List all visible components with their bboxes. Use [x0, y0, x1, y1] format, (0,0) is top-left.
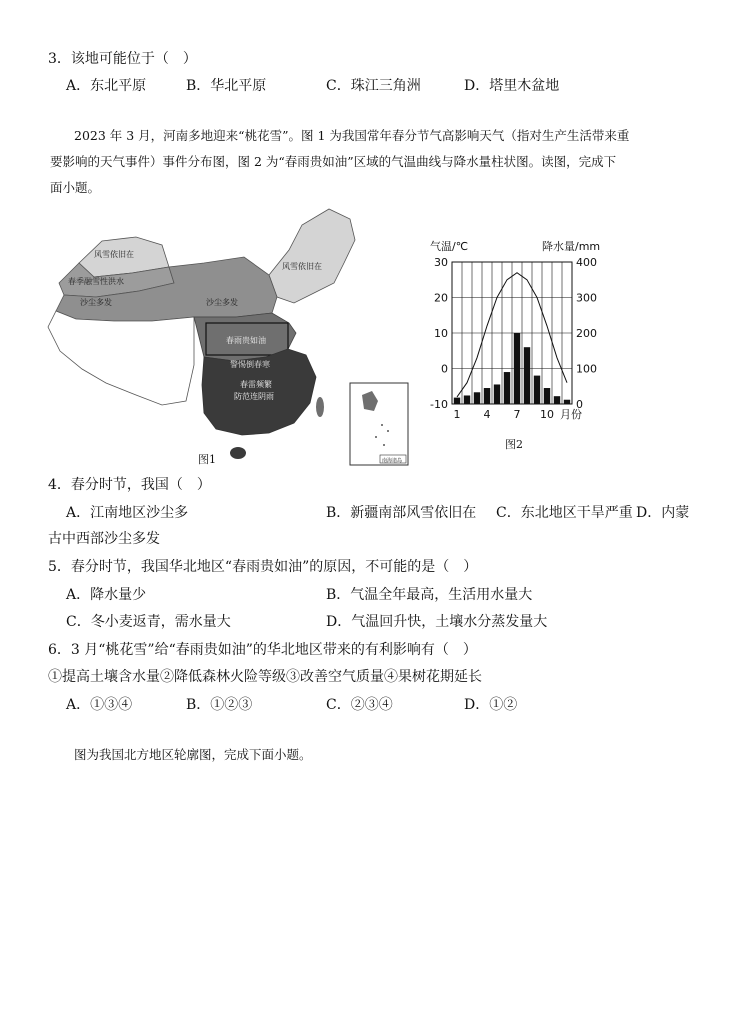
label-dust-west: 沙尘多发 [80, 298, 112, 307]
q3-option-a: A．东北平原 [66, 78, 147, 94]
figure2-climate-chart [424, 236, 620, 426]
q6-option-d: D．①② [464, 697, 518, 713]
q3-stem: 3．该地可能位于（ ） [48, 51, 197, 67]
region-southwest-outline [48, 311, 194, 405]
q4-option-b: B．新疆南部风雪依旧在 [326, 505, 477, 521]
q3-option-d: D．塔里木盆地 [464, 78, 560, 94]
temp-tick-label: 30 [434, 256, 448, 269]
temp-tick-label: -10 [430, 398, 448, 411]
q6-items: ①提高土壤含水量②降低森林火险等级③改善空气质量④果树花期延长 [48, 669, 482, 685]
q5-stem: 5．春分时节，我国华北地区“春雨贵如油”的原因，不可能的是（ ） [48, 559, 478, 575]
label-rain-oil: 春雨贵如油 [226, 336, 266, 345]
passage2-line1: 图为我国北方地区轮廓图，完成下面小题。 [74, 747, 312, 762]
region-northeast [269, 209, 355, 303]
q4-option-a: A．江南地区沙尘多 [66, 505, 189, 521]
precip-tick-label: 200 [576, 327, 597, 340]
label-northwest-snow: 风雪依旧在 [94, 250, 134, 259]
q4-option-c: C．东北地区干旱严重 [496, 505, 633, 521]
q6-option-b: B．①②③ [186, 697, 253, 713]
precip-bar-3 [474, 392, 480, 404]
precip-bar-8 [524, 347, 530, 404]
q6-option-a: A．①③④ [66, 697, 133, 713]
q5-option-a: A．降水量少 [66, 587, 147, 603]
q3-option-c: C．珠江三角洲 [326, 78, 421, 94]
hainan-island [230, 447, 246, 459]
label-flood: 春季融雪性洪水 [68, 277, 124, 286]
month-tick-label: 7 [513, 408, 521, 421]
taiwan-island [316, 397, 324, 417]
precip-tick-label: 0 [576, 398, 583, 411]
south-sea-inset [350, 383, 408, 465]
passage1-line3: 面小题。 [50, 180, 101, 195]
temp-tick-label: 20 [434, 291, 448, 305]
q4-option-d-cont: 古中西部沙尘多发 [48, 531, 160, 547]
label-inset: 南海诸岛 [382, 458, 403, 464]
figure2-caption: 图2 [505, 438, 523, 451]
q5-option-b: B．气温全年最高，生活用水量大 [326, 587, 533, 603]
precip-bar-1 [454, 398, 460, 404]
precip-tick-label: 300 [576, 291, 597, 305]
precip-bar-4 [484, 388, 490, 404]
label-thunder: 春雷频繁 [240, 380, 272, 389]
figure1-map [44, 205, 419, 467]
y-left-title: 气温/℃ [430, 240, 469, 253]
month-tick-label: 10 [540, 408, 554, 421]
precip-tick-label: 400 [576, 256, 597, 269]
passage1-line1: 2023 年 3 月，河南多地迎来“桃花雪”。图 1 为我国常年春分节气高影响天气（指对生产生活带来重 [74, 128, 630, 143]
figure1-caption: 图1 [198, 453, 216, 466]
month-tick-label: 4 [483, 408, 491, 421]
q3-option-b: B．华北平原 [186, 78, 267, 94]
label-rain-prevent: 防范连阴雨 [234, 392, 274, 401]
y-right-title: 降水量/mm [542, 240, 601, 253]
q4-stem: 4．春分时节，我国（ ） [48, 477, 211, 493]
q5-option-c: C．冬小麦返青，需水量大 [66, 614, 231, 630]
q4-option-d: D．内蒙 [636, 505, 690, 521]
q5-option-d: D．气温回升快，土壤水分蒸发量大 [326, 614, 548, 630]
q6-option-c: C．②③④ [326, 697, 393, 713]
precip-bar-12 [564, 400, 570, 404]
precip-bar-10 [544, 388, 550, 404]
precip-bar-9 [534, 376, 540, 404]
precip-bar-11 [554, 396, 560, 404]
passage1-line2: 要影响的天气事件）事件分布图，图 2 为“春雨贵如油”区域的气温曲线与降水量柱状图。读图，完成下 [50, 154, 617, 169]
precip-bar-6 [504, 372, 510, 404]
q6-stem: 6．3 月“桃花雪”给“春雨贵如油”的华北地区带来的有利影响有（ ） [48, 642, 477, 658]
precip-tick-label: 100 [576, 362, 597, 376]
precip-bar-5 [494, 384, 500, 404]
temp-tick-label: 10 [434, 327, 448, 340]
month-tick-label: 1 [453, 408, 461, 421]
x-unit-label: 月份 [560, 408, 582, 421]
label-frost: 警惕倒春寒 [230, 360, 270, 369]
temp-tick-label: 0 [441, 362, 448, 376]
precip-bar-2 [464, 395, 470, 404]
precip-bar-7 [514, 333, 520, 404]
label-dust-center: 沙尘多发 [206, 298, 238, 307]
label-northeast-snow: 风雪依旧在 [282, 262, 322, 271]
